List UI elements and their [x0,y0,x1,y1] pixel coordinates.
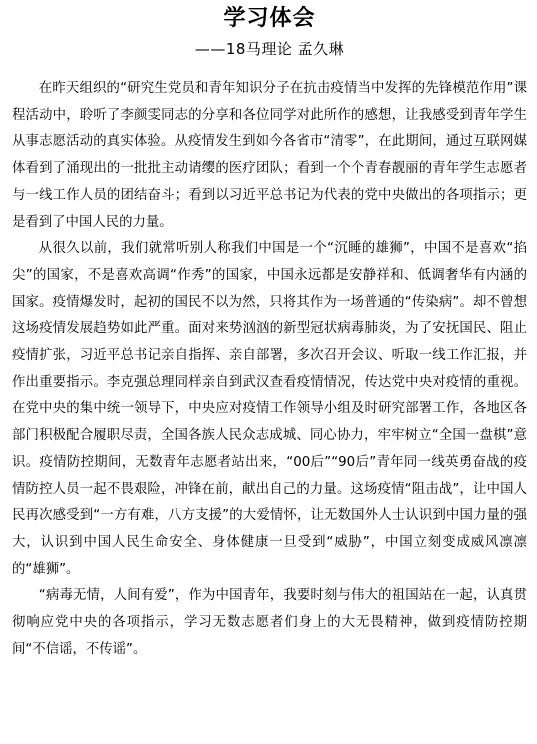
paragraph-3: “病毒无情，人间有爱”，作为中国青年，我要时刻与伟大的祖国站在一起，认真贯彻响应党中央的各项指示，学习无数志愿者们身上的大无畏精神，做到疫情防控期间“不信谣，不传谣”。 [12,588,527,657]
document-body [12,76,527,663]
paragraph-2: 从很久以前，我们就常听别人称我们中国是一个“沉睡的雄狮”，中国不是喜欢“掐尖”的国家，不是喜欢高调“作秀”的国家，中国永远都是安静祥和、低调奢华有内涵的国家。疫情爆发时，起初的国民不以为然，只将其作为一场普通的“传染病”。却不曾想这场疫情发展趋势如此严重。面对来势汹汹的新型冠状病毒肺炎，为了安抚国民、阻止疫情扩张，习近平总书记亲自指挥、亲自部署，多次召开会议、听取一线工作汇报，并作出重要指示。李克强总理同样亲自到武汉查看疫情情况，传达党中央对疫情的重视。在党中央的集中统一领导下，中央应对疫情工作领导小组及时研究部署工作，各地区各部门积极配合履职尽责，全国各族人民众志成城、同心协力，牢牢树立“全国一盘棋”意识。疫情防控期间，无数青年志愿者站出来，“00后”“90后”青年同一线英勇奋战的疫情防控人员一起不畏艰险，冲锋在前，献出自己的力量。这场疫情“阻击战”，让中国人民再次感受到“一方有难，八方支援”的大爱情怀，让无数国外人士认识到中国力量的强大，认识到中国人民生命安全、身体健康一旦受到“威胁”，中国立刻变成威风凛凛的“雄狮”。 [12,241,527,577]
document-subtitle: ——18马理论 孟久琳 [194,40,345,58]
paragraph-1: 在昨天组织的“研究生党员和青年知识分子在抗击疫情当中发挥的先锋模范作用”课程活动中，聆听了李颜雯同志的分享和各位同学对此所作的感想，让我感受到青年学生从事志愿活动的真实体验。从疫情发生到如今各省市“清零”，在此期间，通过互联网媒体看到了涌现出的一批批主动请缨的医疗团队；看到一个个青春靓丽的青年学生志愿者与一线工作人员的团结奋斗；看到以习近平总书记为代表的党中央做出的各项指示；更是看到了中国人民的力量。 [12,81,527,230]
document-title: 学习体会 [223,6,316,31]
